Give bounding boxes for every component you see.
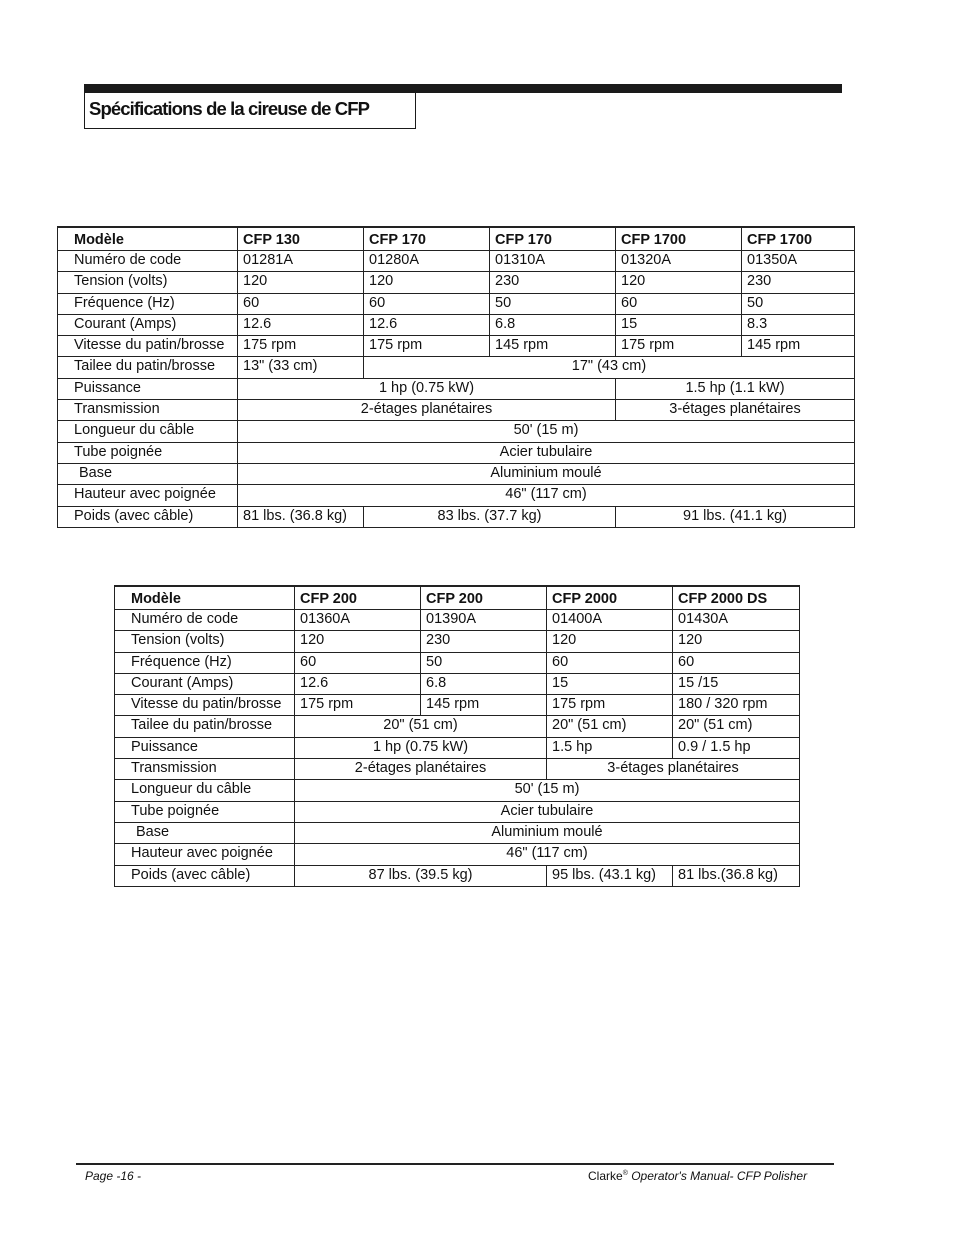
- header-cell: CFP 1700: [616, 227, 742, 251]
- table-cell: 120: [295, 631, 421, 652]
- row-label: Fréquence (Hz): [115, 652, 295, 673]
- table-cell: 50: [490, 293, 616, 314]
- table-cell: 81 lbs. (36.8 kg): [238, 506, 364, 527]
- header-cell: CFP 130: [238, 227, 364, 251]
- row-label: Longueur du câble: [58, 421, 238, 442]
- table-cell: 1.5 hp (1.1 kW): [616, 378, 855, 399]
- spec-table-cfp200-series: [114, 585, 800, 887]
- table-row: [58, 378, 855, 399]
- table-cell: 230: [490, 272, 616, 293]
- table-cell: 8.3: [742, 314, 855, 335]
- table-cell: 60: [673, 652, 800, 673]
- row-label: Hauteur avec poignée: [58, 485, 238, 506]
- row-label: Base: [115, 822, 295, 843]
- table-row: [58, 357, 855, 378]
- table-row: [115, 695, 800, 716]
- table-row: [115, 759, 800, 780]
- table-cell: 3-étages planétaires: [547, 759, 800, 780]
- row-label: Tailee du patin/brosse: [115, 716, 295, 737]
- table-row: [115, 801, 800, 822]
- table-cell: 15: [547, 673, 673, 694]
- header-cell: CFP 1700: [742, 227, 855, 251]
- table-cell: Aluminium moulé: [238, 463, 855, 484]
- row-label: Vitesse du patin/brosse: [58, 336, 238, 357]
- row-label: Puissance: [115, 737, 295, 758]
- table-cell: 50: [421, 652, 547, 673]
- row-label: Transmission: [115, 759, 295, 780]
- row-label: Tailee du patin/brosse: [58, 357, 238, 378]
- table-cell: 12.6: [364, 314, 490, 335]
- table-cell: 230: [421, 631, 547, 652]
- table-cell: 175 rpm: [616, 336, 742, 357]
- table-cell: 120: [673, 631, 800, 652]
- table-cell: 3-étages planétaires: [616, 400, 855, 421]
- table-row: [115, 844, 800, 865]
- table-cell: 01360A: [295, 610, 421, 631]
- row-label: Fréquence (Hz): [58, 293, 238, 314]
- table-cell: 120: [616, 272, 742, 293]
- table-cell: 120: [364, 272, 490, 293]
- row-label: Tension (volts): [58, 272, 238, 293]
- table-cell: 15 /15: [673, 673, 800, 694]
- table-cell: 01320A: [616, 251, 742, 272]
- table-row: [115, 652, 800, 673]
- table-cell: Aluminium moulé: [295, 822, 800, 843]
- table-cell: 175 rpm: [238, 336, 364, 357]
- table-row: [115, 716, 800, 737]
- row-label: Numéro de code: [58, 251, 238, 272]
- title-box: [84, 91, 416, 129]
- page-title: Spécifications de la cireuse de CFP: [89, 98, 370, 119]
- table-cell: 1 hp (0.75 kW): [238, 378, 616, 399]
- header-cell: CFP 200: [295, 586, 421, 610]
- table-cell: 145 rpm: [421, 695, 547, 716]
- table-cell: 20" (51 cm): [295, 716, 547, 737]
- table-row: [115, 737, 800, 758]
- row-label: Longueur du câble: [115, 780, 295, 801]
- table-cell: 01310A: [490, 251, 616, 272]
- table-row: [58, 251, 855, 272]
- table-row: [58, 272, 855, 293]
- table-header-row: [115, 586, 800, 610]
- table-cell: 01280A: [364, 251, 490, 272]
- table-cell: 01430A: [673, 610, 800, 631]
- table-cell: 01390A: [421, 610, 547, 631]
- table-cell: 50: [742, 293, 855, 314]
- table-cell: Acier tubulaire: [238, 442, 855, 463]
- table-cell: 6.8: [490, 314, 616, 335]
- header-cell: CFP 170: [490, 227, 616, 251]
- row-label: Hauteur avec poignée: [115, 844, 295, 865]
- table-cell: 13" (33 cm): [238, 357, 364, 378]
- header-cell: CFP 2000 DS: [673, 586, 800, 610]
- table-cell: 50' (15 m): [295, 780, 800, 801]
- row-label: Transmission: [58, 400, 238, 421]
- header-cell: Modèle: [115, 586, 295, 610]
- table-cell: 180 / 320 rpm: [673, 695, 800, 716]
- header-cell: CFP 2000: [547, 586, 673, 610]
- table-cell: 120: [547, 631, 673, 652]
- row-label: Poids (avec câble): [58, 506, 238, 527]
- table-cell: 17" (43 cm): [364, 357, 855, 378]
- row-label: Tube poignée: [58, 442, 238, 463]
- table-cell: 175 rpm: [364, 336, 490, 357]
- table-cell: 2-étages planétaires: [238, 400, 616, 421]
- header-cell: Modèle: [58, 227, 238, 251]
- table-cell: 60: [238, 293, 364, 314]
- table-cell: 12.6: [295, 673, 421, 694]
- footer-manual-title: [588, 1169, 807, 1183]
- table-cell: 0.9 / 1.5 hp: [673, 737, 800, 758]
- table-cell: 12.6: [238, 314, 364, 335]
- table-cell: 01400A: [547, 610, 673, 631]
- table-row: [115, 610, 800, 631]
- row-label: Courant (Amps): [115, 673, 295, 694]
- table-cell: 95 lbs. (43.1 kg): [547, 865, 673, 886]
- table-cell: 230: [742, 272, 855, 293]
- table-cell: 145 rpm: [490, 336, 616, 357]
- row-label: Tension (volts): [115, 631, 295, 652]
- table-cell: 01281A: [238, 251, 364, 272]
- table-row: [58, 314, 855, 335]
- row-label: Numéro de code: [115, 610, 295, 631]
- table-cell: 83 lbs. (37.7 kg): [364, 506, 616, 527]
- footer-brand: Clarke: [588, 1169, 623, 1183]
- header-cell: CFP 170: [364, 227, 490, 251]
- table-cell: 6.8: [421, 673, 547, 694]
- table-cell: 46" (117 cm): [238, 485, 855, 506]
- table-row: [58, 336, 855, 357]
- table-cell: 1 hp (0.75 kW): [295, 737, 547, 758]
- table-row: [58, 463, 855, 484]
- table-cell: 60: [364, 293, 490, 314]
- table-cell: 46" (117 cm): [295, 844, 800, 865]
- table-cell: 81 lbs.(36.8 kg): [673, 865, 800, 886]
- table-cell: 145 rpm: [742, 336, 855, 357]
- spec-table-cfp100-series: [57, 226, 855, 528]
- table-cell: 175 rpm: [295, 695, 421, 716]
- table-row: [115, 822, 800, 843]
- row-label: Courant (Amps): [58, 314, 238, 335]
- table-cell: 20" (51 cm): [547, 716, 673, 737]
- table-cell: 15: [616, 314, 742, 335]
- table-row: [58, 442, 855, 463]
- table-cell: 87 lbs. (39.5 kg): [295, 865, 547, 886]
- footer-manual-name: Operator's Manual- CFP Polisher: [627, 1169, 808, 1183]
- table-row: [58, 293, 855, 314]
- header-cell: CFP 200: [421, 586, 547, 610]
- table-cell: 1.5 hp: [547, 737, 673, 758]
- table-row: [58, 421, 855, 442]
- table-row: [58, 485, 855, 506]
- table-cell: 20" (51 cm): [673, 716, 800, 737]
- page-number: Page -16 -: [85, 1169, 142, 1183]
- table-row: [115, 780, 800, 801]
- table-cell: 60: [616, 293, 742, 314]
- table-row: [115, 673, 800, 694]
- table-row: [58, 400, 855, 421]
- table-cell: 2-étages planétaires: [295, 759, 547, 780]
- table-cell: 60: [295, 652, 421, 673]
- table-header-row: [58, 227, 855, 251]
- table-cell: 01350A: [742, 251, 855, 272]
- footer-rule: [76, 1163, 834, 1165]
- table-cell: 175 rpm: [547, 695, 673, 716]
- table-row: [115, 631, 800, 652]
- table-cell: 50' (15 m): [238, 421, 855, 442]
- row-label: Puissance: [58, 378, 238, 399]
- table-cell: 91 lbs. (41.1 kg): [616, 506, 855, 527]
- row-label: Poids (avec câble): [115, 865, 295, 886]
- row-label: Base: [58, 463, 238, 484]
- row-label: Tube poignée: [115, 801, 295, 822]
- table-cell: Acier tubulaire: [295, 801, 800, 822]
- row-label: Vitesse du patin/brosse: [115, 695, 295, 716]
- table-row: [58, 506, 855, 527]
- table-row: [115, 865, 800, 886]
- table-cell: 60: [547, 652, 673, 673]
- registered-mark: ®: [622, 1170, 628, 1177]
- table-cell: 120: [238, 272, 364, 293]
